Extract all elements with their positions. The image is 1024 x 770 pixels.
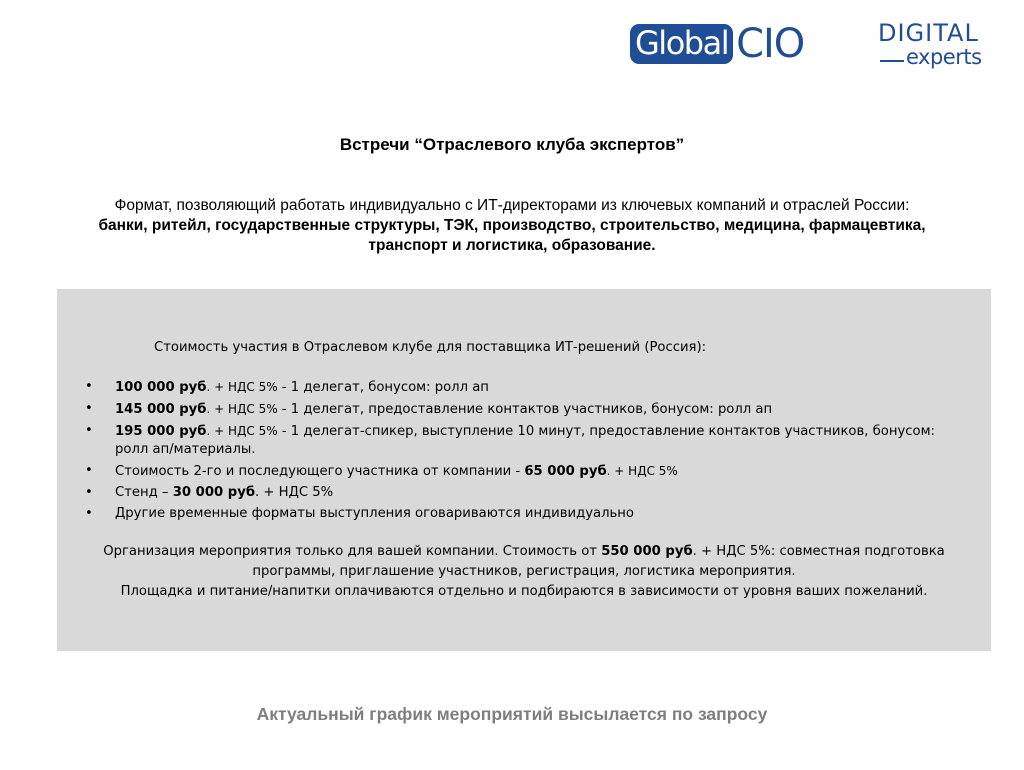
price-value: 195 000 руб: [115, 424, 207, 439]
bullet-icon: •: [85, 463, 93, 478]
page-title: Встречи “Отраслевого клуба экспертов”: [339, 135, 685, 154]
intro-sectors: банки, ритейл, государственные структуры, ТЭК, производство, строительство, медицина, фармацевтика, транспорт и логистика, образование.: [98, 217, 926, 254]
bullet-icon: •: [85, 506, 93, 521]
price-item-delegate-contacts: [85, 400, 965, 419]
globalcio-logo: [630, 21, 805, 67]
private-event-text: Организация мероприятия только для вашей компании. Стоимость от: [103, 544, 602, 559]
digital-experts-logo-experts: experts: [906, 45, 982, 69]
price-list: [85, 378, 965, 526]
price-vat: . + НДС 5%: [255, 485, 334, 500]
venue-note: Площадка и питание/напитки оплачиваются отдельно и подбираются в зависимости от уровня ваших пожеланий.: [120, 584, 928, 599]
bullet-icon: •: [85, 485, 93, 500]
price-vat: . + НДС 5%: [606, 464, 678, 478]
digital-experts-logo-digital: DIGITAL: [878, 19, 979, 47]
price-item-delegate: [85, 378, 965, 397]
pricing-heading: Стоимость участия в Отраслевом клубе для поставщика ИТ-решений (Россия):: [154, 340, 707, 355]
private-event-paragraph: [67, 542, 981, 602]
price-description: Стоимость 2-го и последующего участника от компании -: [115, 464, 525, 479]
price-value: 30 000 руб: [172, 485, 256, 500]
private-event-price: 550 000 руб: [601, 544, 693, 559]
price-description: - 1 делегат, предоставление контактов участников, бонусом: ролл ап: [277, 402, 773, 417]
price-description: - 1 делегат-спикер, выступление 10 минут, предоставление контактов участников, бонусом: ролл ап/материалы.: [115, 424, 935, 457]
price-description: - 1 делегат, бонусом: ролл ап: [277, 380, 489, 395]
price-value: 100 000 руб: [115, 380, 207, 395]
pricing-box: [57, 289, 991, 651]
private-event-details: . + НДС 5%: совместная подготовка программы, приглашение участников, регистрация, логистика мероприятия.: [252, 544, 945, 579]
price-vat: . + НДС 5%: [206, 402, 278, 416]
price-item-speaker: [85, 422, 965, 459]
price-item-stand: [85, 484, 965, 502]
globalcio-logo-cio-part: CIO: [736, 21, 805, 67]
bullet-icon: •: [85, 423, 93, 438]
price-item-other-formats: [85, 505, 965, 523]
schedule-note: Актуальный график мероприятий высылается по запросу: [256, 704, 768, 724]
digital-experts-logo: [878, 20, 990, 68]
price-description: Стенд –: [115, 485, 173, 500]
price-vat: . + НДС 5%: [206, 380, 278, 394]
intro-text: [60, 196, 964, 256]
bullet-icon: •: [85, 401, 93, 416]
price-description: Другие временные форматы выступления оговариваются индивидуально: [115, 506, 634, 521]
bullet-icon: •: [85, 379, 93, 394]
globalcio-logo-global-part: Global: [630, 24, 733, 64]
price-vat: . + НДС 5%: [206, 424, 278, 438]
intro-lead: Формат, позволяющий работать индивидуально с ИТ-директорами из ключевых компаний и отраслей России:: [114, 197, 910, 214]
price-value: 65 000 руб: [524, 464, 607, 479]
price-item-additional-participant: [85, 462, 965, 481]
digital-experts-logo-line: [880, 60, 904, 62]
price-value: 145 000 руб: [115, 402, 207, 417]
